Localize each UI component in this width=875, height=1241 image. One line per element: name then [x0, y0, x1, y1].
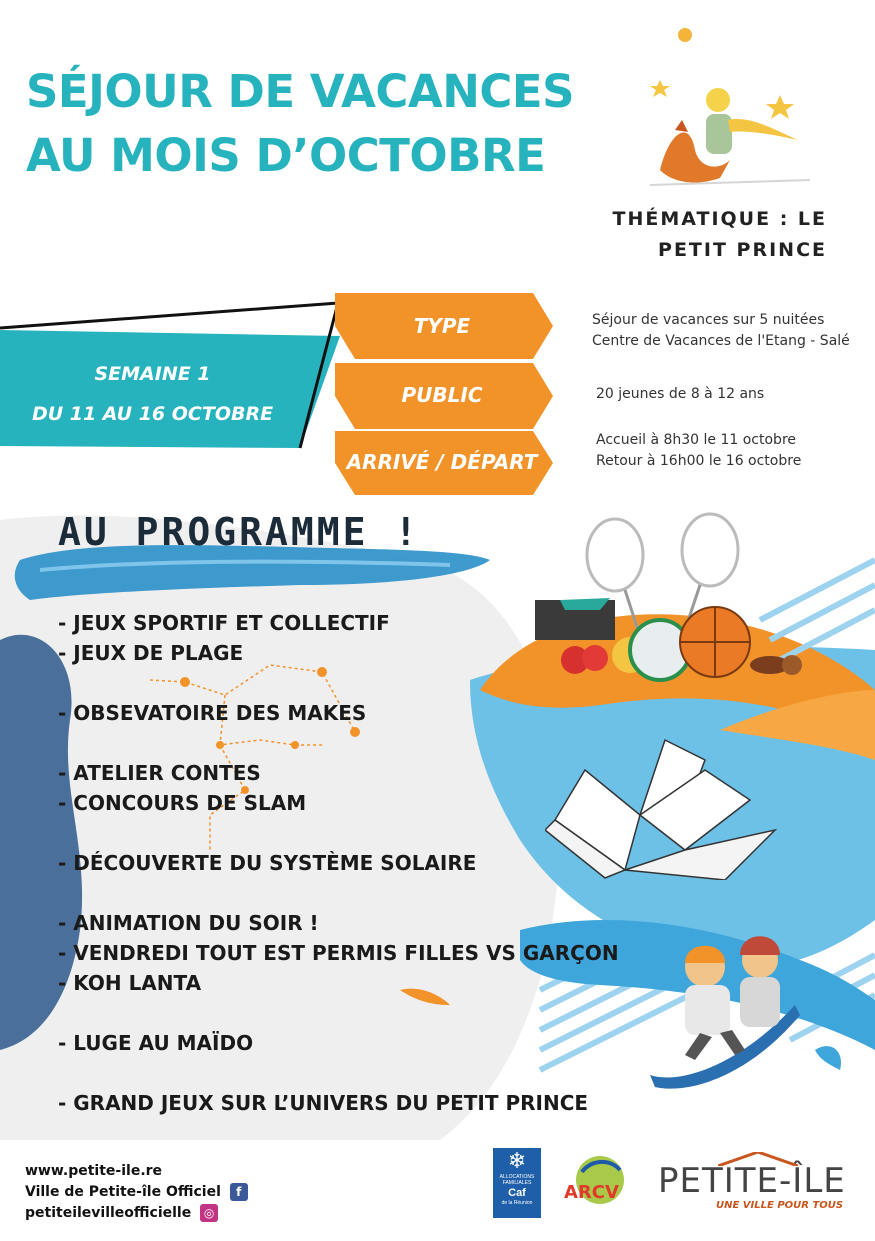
- program-item: - ATELIER CONTES: [58, 761, 261, 785]
- petite-ile-tagline: UNE VILLE POUR TOUS: [716, 1200, 844, 1211]
- program-spacer: [58, 728, 619, 758]
- footer-contact: [25, 1161, 248, 1224]
- facebook-row[interactable]: [25, 1182, 248, 1203]
- instagram-row[interactable]: [25, 1203, 248, 1224]
- caf-logo: [493, 1148, 541, 1218]
- info-type-line-1: Séjour de vacances sur 5 nuitées: [592, 312, 825, 328]
- program-item: - CONCOURS DE SLAM: [58, 791, 307, 815]
- program-spacer: [58, 818, 619, 848]
- program-spacer: [58, 998, 619, 1028]
- program-item: - OBSEVATOIRE DES MAKES: [58, 701, 367, 725]
- little-prince-illustration: [640, 20, 830, 195]
- tag-public: PUBLIC: [401, 383, 483, 407]
- theme-line-1: THÉMATIQUE : LE: [612, 208, 827, 230]
- program-spacer: [58, 1058, 619, 1088]
- sports-equipment-illustration: [530, 510, 810, 690]
- program-item: - JEUX DE PLAGE: [58, 641, 244, 665]
- tag-type: TYPE: [413, 314, 471, 338]
- program-item: - LUGE AU MAÏDO: [58, 1031, 254, 1055]
- info-type: [592, 310, 850, 352]
- info-arrival-line: Accueil à 8h30 le 11 octobre: [596, 432, 796, 448]
- arcv-logo: [560, 1152, 635, 1214]
- program-item: - GRAND JEUX SUR L’UNIVERS DU PETIT PRINCE: [58, 1091, 589, 1115]
- title-line-2: AU MOIS D’OCTOBRE: [26, 129, 546, 182]
- tag-arrival-departure: ARRIVÉ / DÉPART: [346, 450, 538, 474]
- program-item: - DÉCOUVERTE DU SYSTÈME SOLAIRE: [58, 851, 477, 875]
- week-label: SEMAINE 1: [94, 363, 211, 385]
- info-public: [596, 384, 764, 405]
- facebook-label: Ville de Petite-île Officiel: [25, 1184, 221, 1200]
- theme-label: [613, 204, 827, 266]
- info-departure-line: Retour à 16h00 le 16 octobre: [596, 453, 802, 469]
- open-book-illustration: [545, 730, 785, 880]
- info-arrival-departure: [596, 430, 801, 472]
- theme-line-2: PETIT PRINCE: [658, 239, 827, 261]
- petite-ile-logo: [658, 1152, 853, 1211]
- facebook-icon[interactable]: f: [230, 1183, 248, 1201]
- info-public-line-1: 20 jeunes de 8 à 12 ans: [596, 386, 765, 402]
- children-sledging-illustration: [640, 925, 810, 1095]
- instagram-label: petiteilevilleofficielle: [25, 1205, 192, 1221]
- program-item: - ANIMATION DU SOIR !: [58, 911, 319, 935]
- petite-ile-name: PETITE-ÎLE: [658, 1161, 846, 1201]
- caf-sub-text: de la Réunion: [501, 1200, 533, 1206]
- caf-text: Caf: [508, 1187, 526, 1199]
- petite-ile-roof-icon: [718, 1152, 798, 1166]
- program-title: AU PROGRAMME !: [58, 510, 421, 554]
- website-link[interactable]: www.petite-ile.re: [25, 1163, 163, 1179]
- program-spacer: [58, 878, 619, 908]
- week-dates: DU 11 AU 16 OCTOBRE: [31, 403, 274, 425]
- caf-top-text: ALLOCATIONS FAMILIALES: [499, 1174, 535, 1186]
- info-type-line-2: Centre de Vacances de l'Etang - Salé: [592, 333, 850, 349]
- title-line-1: SÉJOUR DE VACANCES: [26, 65, 575, 118]
- program-item: - KOH LANTA: [58, 971, 202, 995]
- instagram-icon[interactable]: ◎: [200, 1204, 218, 1222]
- caf-snowflake-icon: ❄: [507, 1148, 527, 1173]
- program-item: - VENDREDI TOUT EST PERMIS FILLES VS GARÇON: [58, 941, 619, 965]
- program-item: - JEUX SPORTIF ET COLLECTIF: [58, 611, 390, 635]
- page-title: [26, 60, 574, 188]
- arcv-text: ARCV: [564, 1182, 619, 1203]
- week-banner: [0, 354, 305, 434]
